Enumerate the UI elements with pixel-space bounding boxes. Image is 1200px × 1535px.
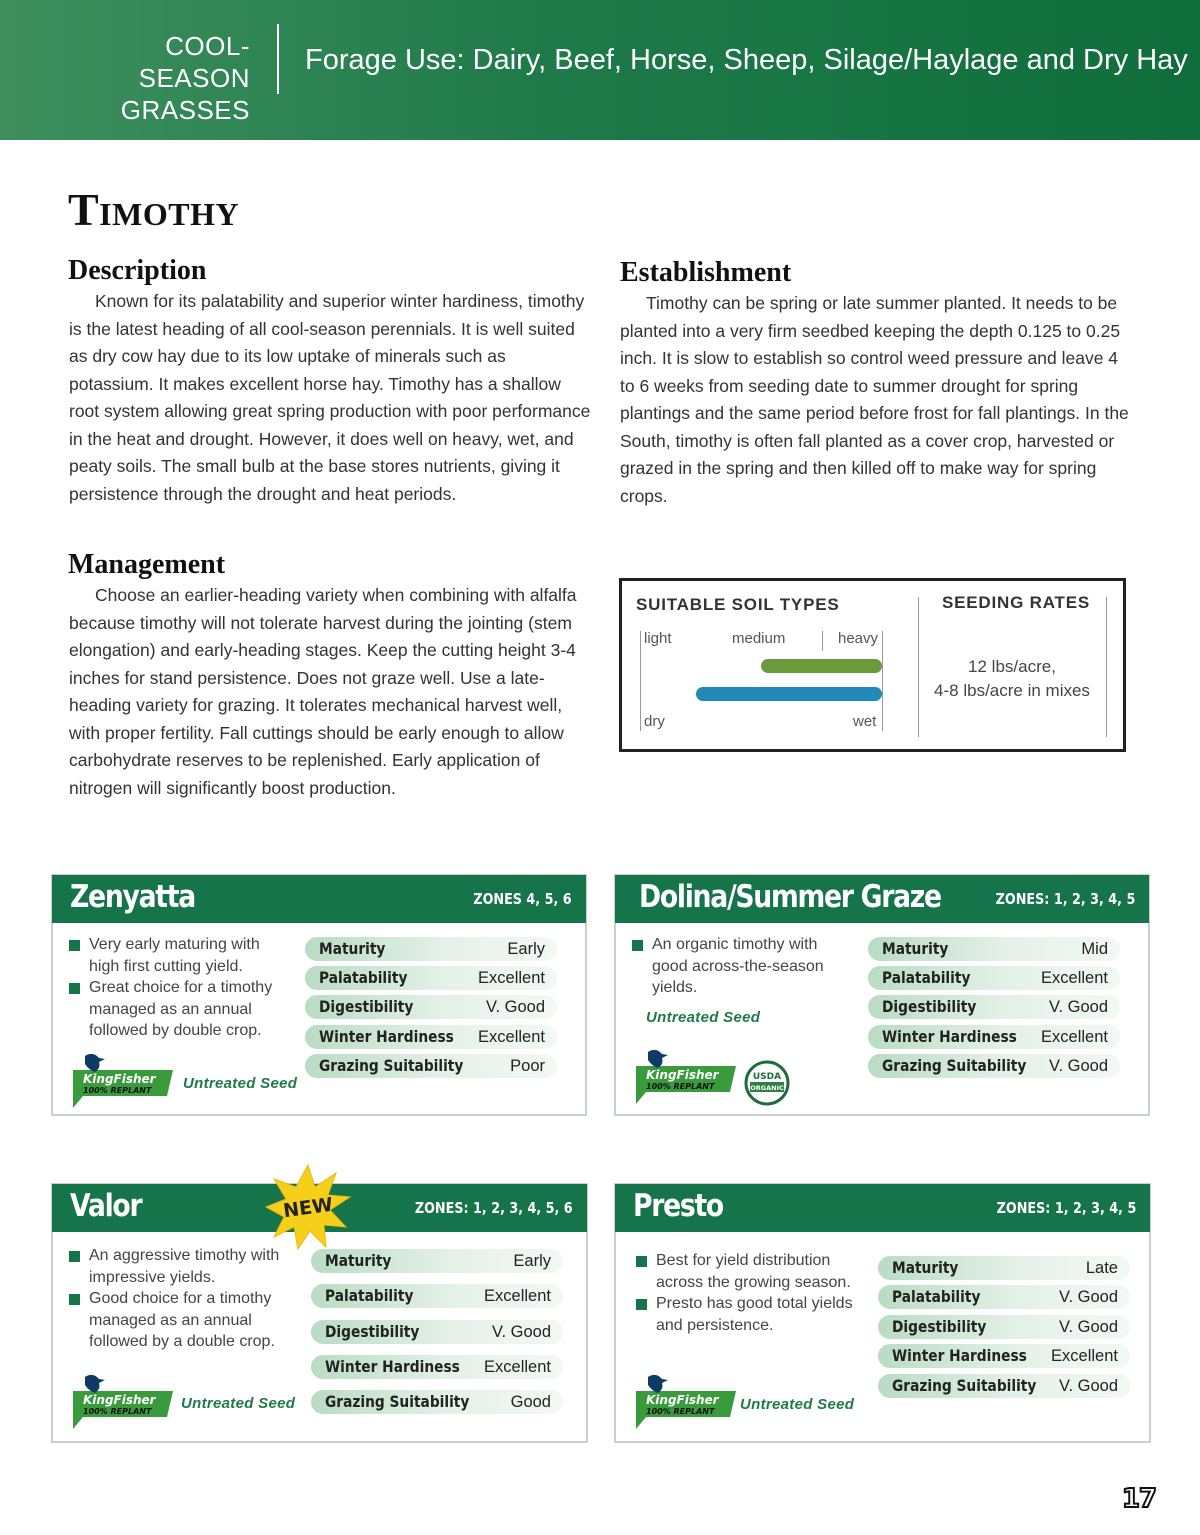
trait-row: Maturity Early bbox=[305, 937, 557, 961]
trait-row: Grazing Suitability V. Good bbox=[878, 1374, 1130, 1398]
svg-text:ORGANIC: ORGANIC bbox=[750, 1084, 784, 1092]
trait-row: Digestibility V. Good bbox=[868, 995, 1120, 1019]
description-text: Known for its palatability and superior winter hardiness, timothy is the latest heading of all cool-season perennials. It is well suited as dry cow hay due to its low uptake of minerals such as potassium. It makes excellent horse hay. Timothy has a shallow root system allowing great spring production with poor performance in the heat and drought. However, it does well on heavy, wet, and peaty soils. The small bulb at the base stores nutrients, giving it persistence through the drought and heat periods. bbox=[69, 291, 591, 504]
soil-right-line bbox=[882, 631, 883, 731]
trait-row: Grazing Suitability Good bbox=[311, 1390, 563, 1414]
svg-text:KingFisher: KingFisher bbox=[83, 1072, 156, 1086]
svg-text:100% REPLANT: 100% REPLANT bbox=[646, 1407, 715, 1416]
variety-zones: ZONES: 1, 2, 3, 4, 5, 6 bbox=[415, 1199, 573, 1217]
soil-seeding-box bbox=[619, 578, 1126, 752]
trait-row: Winter Hardiness Excellent bbox=[305, 1025, 557, 1049]
header-divider bbox=[277, 24, 279, 94]
box-divider bbox=[918, 597, 919, 737]
trait-row: Palatability V. Good bbox=[878, 1285, 1130, 1309]
kingfisher-logo bbox=[632, 1048, 742, 1106]
variety-name: Dolina/Summer Graze bbox=[639, 879, 941, 915]
trait-row: Grazing Suitability Poor bbox=[305, 1054, 557, 1078]
variety-card-zenyatta bbox=[51, 874, 587, 1116]
variety-card-presto bbox=[614, 1183, 1151, 1443]
seeding-rate-value: 12 lbs/acre, 4-8 lbs/acre in mixes bbox=[934, 657, 1090, 700]
trait-row: Winter Hardiness Excellent bbox=[311, 1355, 563, 1379]
kingfisher-logo bbox=[69, 1052, 179, 1110]
svg-text:KingFisher: KingFisher bbox=[83, 1393, 156, 1407]
trait-row: Digestibility V. Good bbox=[311, 1320, 563, 1344]
seed-note: Untreated Seed bbox=[646, 1009, 761, 1026]
variety-zones: ZONES: 1, 2, 3, 4, 5 bbox=[996, 1199, 1136, 1217]
trait-row: Maturity Late bbox=[878, 1256, 1130, 1280]
category-label: COOL-SEASON GRASSES bbox=[120, 31, 250, 125]
bullet-item: Good choice for a timothy managed as an annual followed by a double crop. bbox=[69, 1288, 295, 1353]
usda-organic-seal bbox=[744, 1060, 790, 1106]
card-header bbox=[52, 875, 586, 923]
trait-row: Maturity Early bbox=[311, 1249, 563, 1273]
card-header bbox=[615, 1184, 1150, 1232]
kingfisher-logo bbox=[69, 1373, 179, 1431]
trait-row: Maturity Mid bbox=[868, 937, 1120, 961]
trait-row: Palatability Excellent bbox=[311, 1284, 563, 1308]
soil-tick bbox=[822, 631, 823, 651]
soil-moisture-range-bar bbox=[696, 687, 882, 701]
page-number: 17 bbox=[1121, 1484, 1156, 1514]
variety-name: Valor bbox=[70, 1188, 142, 1224]
label-wet: wet bbox=[853, 713, 877, 730]
bullet-item: Best for yield distribution across the growing season. bbox=[636, 1250, 862, 1293]
svg-text:100% REPLANT: 100% REPLANT bbox=[83, 1086, 152, 1095]
new-badge bbox=[264, 1163, 352, 1251]
page-title: Timothy bbox=[68, 184, 240, 235]
bullet-item: An organic timothy with good across-the-season yields. bbox=[632, 934, 842, 999]
seed-note: Untreated Seed bbox=[740, 1396, 855, 1413]
establishment-heading: Establishment bbox=[620, 257, 792, 288]
seed-note: Untreated Seed bbox=[183, 1075, 298, 1092]
description-heading: Description bbox=[68, 255, 207, 286]
variety-zones: ZONES: 1, 2, 3, 4, 5 bbox=[995, 890, 1135, 908]
soil-types-heading: SUITABLE SOIL TYPES bbox=[636, 595, 840, 614]
management-text: Choose an earlier-heading variety when combining with alfalfa because timothy will not tolerate harvest during the jointing (stem elongation) and early-heading stages. Keep the cutting height 3-4 inches for stand persistence. Does not graze well. Use a late-heading variety for grazing. It tolerates mechanical harvest well, with proper fertility. Fall cuttings should be early enough to allow carbohydrate reserves to be replenished. Early application of nitrogen will significantly boost production. bbox=[69, 585, 577, 798]
bullet-item: Great choice for a timothy managed as an annual followed by double crop. bbox=[69, 977, 279, 1042]
variety-name: Presto bbox=[633, 1188, 723, 1224]
box-right-line bbox=[1106, 597, 1107, 737]
trait-row: Grazing Suitability V. Good bbox=[868, 1054, 1120, 1078]
label-light: light bbox=[644, 630, 672, 647]
trait-row: Digestibility V. Good bbox=[305, 995, 557, 1019]
variety-bullets bbox=[632, 934, 842, 999]
label-heavy: heavy bbox=[838, 630, 879, 647]
variety-name: Zenyatta bbox=[70, 879, 195, 915]
card-header bbox=[615, 875, 1149, 923]
svg-text:100% REPLANT: 100% REPLANT bbox=[83, 1407, 152, 1416]
variety-bullets bbox=[69, 1245, 295, 1353]
trait-row: Palatability Excellent bbox=[305, 966, 557, 990]
trait-row: Winter Hardiness Excellent bbox=[878, 1344, 1130, 1368]
svg-text:KingFisher: KingFisher bbox=[646, 1068, 719, 1082]
kingfisher-logo bbox=[632, 1373, 742, 1431]
variety-card-dolina bbox=[614, 874, 1150, 1116]
variety-bullets bbox=[636, 1250, 862, 1336]
seeding-rates-heading: SEEDING RATES bbox=[942, 593, 1090, 612]
label-dry: dry bbox=[644, 713, 665, 730]
label-medium: medium bbox=[732, 630, 786, 647]
management-heading: Management bbox=[68, 549, 226, 580]
svg-text:NEW: NEW bbox=[281, 1193, 335, 1223]
bullet-item: Very early maturing with high first cutting yield. bbox=[69, 934, 279, 977]
svg-text:100% REPLANT: 100% REPLANT bbox=[646, 1082, 715, 1091]
bullet-item: An aggressive timothy with impressive yields. bbox=[69, 1245, 295, 1288]
seed-note: Untreated Seed bbox=[181, 1395, 296, 1412]
variety-bullets bbox=[69, 934, 279, 1042]
forage-use: Forage Use: Dairy, Beef, Horse, Sheep, Silage/Haylage and Dry Hay bbox=[305, 44, 1188, 76]
soil-texture-range-bar bbox=[761, 659, 882, 673]
svg-text:USDA: USDA bbox=[752, 1072, 782, 1082]
variety-zones: ZONES 4, 5, 6 bbox=[473, 890, 572, 908]
trait-row: Digestibility V. Good bbox=[878, 1315, 1130, 1339]
establishment-text: Timothy can be spring or late summer planted. It needs to be planted into a very firm seedbed keeping the depth 0.125 to 0.25 inch. It is slow to establish so control weed pressure and leave 4 to 6 weeks from seeding date to summer drought for spring plantings and the same period before frost for fall plantings. In the South, timothy is often fall planted as a cover crop, harvested or grazed in the spring and then killed off to make way for spring crops. bbox=[620, 293, 1129, 506]
trait-row: Winter Hardiness Excellent bbox=[868, 1025, 1120, 1049]
bullet-item: Presto has good total yields and persistence. bbox=[636, 1293, 862, 1336]
soil-left-line bbox=[640, 631, 641, 731]
header-banner bbox=[0, 0, 1200, 140]
svg-text:KingFisher: KingFisher bbox=[646, 1393, 719, 1407]
trait-row: Palatability Excellent bbox=[868, 966, 1120, 990]
